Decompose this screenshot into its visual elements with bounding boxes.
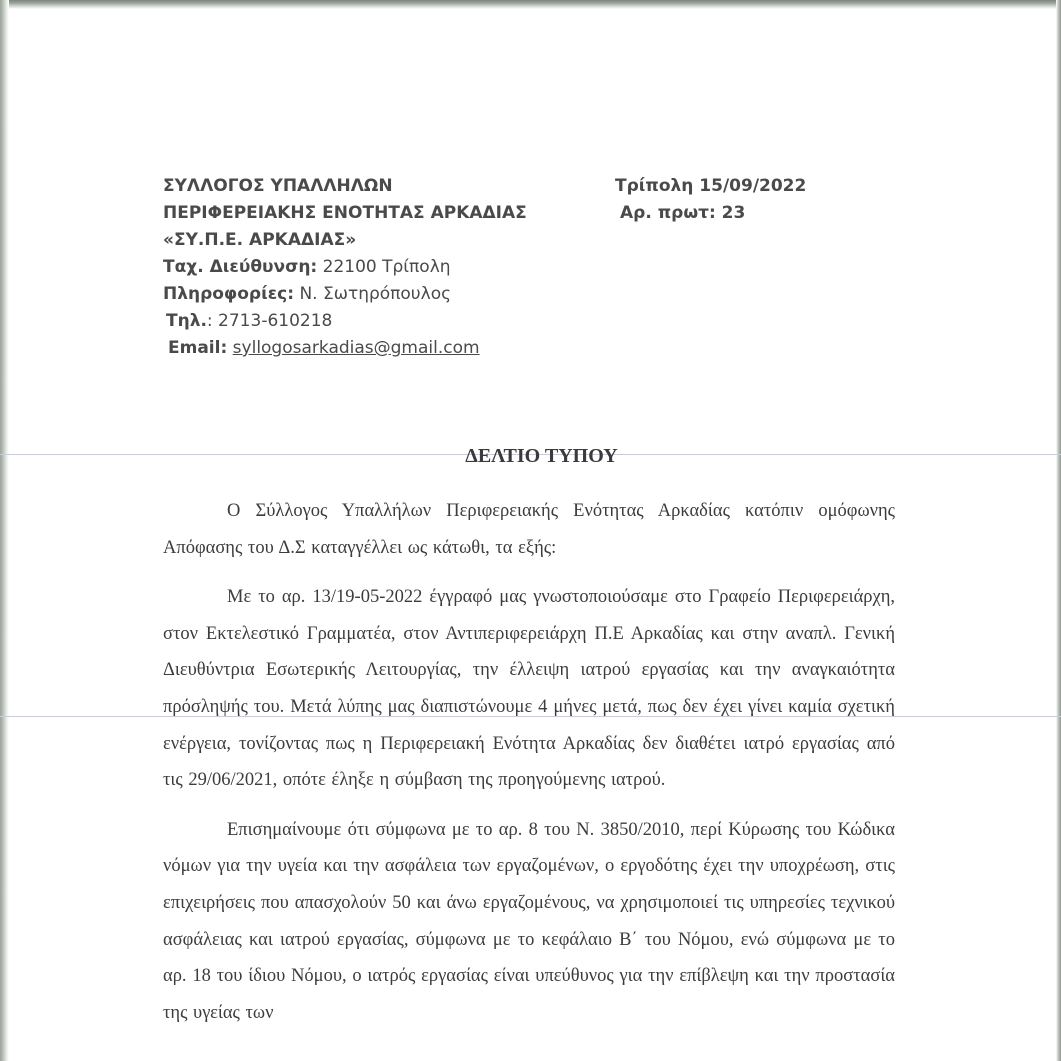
phone-value: : 2713-610218 [206,311,333,331]
phone-label: Τηλ. [166,311,207,331]
email-label: Email: [168,338,228,358]
body-paragraph: Με το αρ. 13/19-05-2022 έγγραφό μας γνωστοποιούσαμε στο Γραφείο Περιφερειάρχη, στον Εκτελεστικό Γραμματέα, στον Αντιπεριφερειάρχη Π.Ε Αρκαδίας και στην αναπλ. Γενική Διευθύντρια Εσωτερικής Λειτουργίας, την έλλειψη ιατρού εργασίας και την αναγκαιότητα πρόσληψής του. Μετά λύπης μας διαπιστώνουμε 4 μήνες μετά, πως δεν έχει γίνει καμία σχετική ενέργεια, τονίζοντας πως η Περιφερειακή Ενότητα Αρκαδίας δεν διαθέτει ιατρό εργασίας από τις 29/06/2021, οπότε έληξε η σύμβαση της προηγούμενης ιατρού. [163,587,895,791]
sender-block [163,173,527,362]
document-meta [615,173,806,227]
address-value: 22100 Τρίπολη [322,257,451,277]
email-link[interactable]: syllogosarkadias@gmail.com [232,338,480,358]
place-date: Τρίπολη 15/09/2022 [615,176,807,196]
scan-edge-right [1056,0,1061,1061]
info-label: Πληροφορίες: [163,284,295,304]
info-value: Ν. Σωτηρόπουλος [299,284,452,304]
sender-org-line2: ΠΕΡΙΦΕΡΕΙΑΚΗΣ ΕΝΟΤΗΤΑΣ ΑΡΚΑΔΙΑΣ [163,203,527,223]
address-label: Ταχ. Διεύθυνση: [163,257,318,277]
body-paragraph: Ο Σύλλογος Υπαλλήλων Περιφερειακής Ενότητας Αρκαδίας κατόπιν ομόφωνης Απόφασης του Δ.Σ καταγγέλλει ως κάτωθι, τα εξής: [163,501,895,558]
body-paragraph: Επισημαίνουμε ότι σύμφωνα με το αρ. 8 του Ν. 3850/2010, περί Κύρωσης του Κώδικα νόμων για την υγεία και την ασφάλεια των εργαζομένων, ο εργοδότης έχει την υποχρέωση, στις επιχειρήσεις που απασχολούν 50 και άνω εργαζομένους, να χρησιμοποιεί τις υπηρεσίες τεχνικού ασφάλειας και ιατρού εργασίας, σύμφωνα με το κεφάλαιο Β΄ του Νόμου, ενώ σύμφωνα με το αρ. 18 του ίδιου Νόμου, ο ιατρός εργασίας είναι υπεύθυνος για την επίβλεψη και την προστασία της υγείας των [163,819,895,1023]
document-title: ΔΕΛΤΙΟ ΤΥΠΟΥ [465,445,618,467]
scan-edge-left [0,0,9,1061]
scan-edge-top [0,0,1061,9]
sender-org-line1: ΣΥΛΛΟΓΟΣ ΥΠΑΛΛΗΛΩΝ [163,176,393,196]
document-body [163,493,895,1044]
sender-org-short: «ΣΥ.Π.Ε. ΑΡΚΑΔΙΑΣ» [163,230,357,250]
protocol-number: Αρ. πρωτ: 23 [620,203,746,223]
